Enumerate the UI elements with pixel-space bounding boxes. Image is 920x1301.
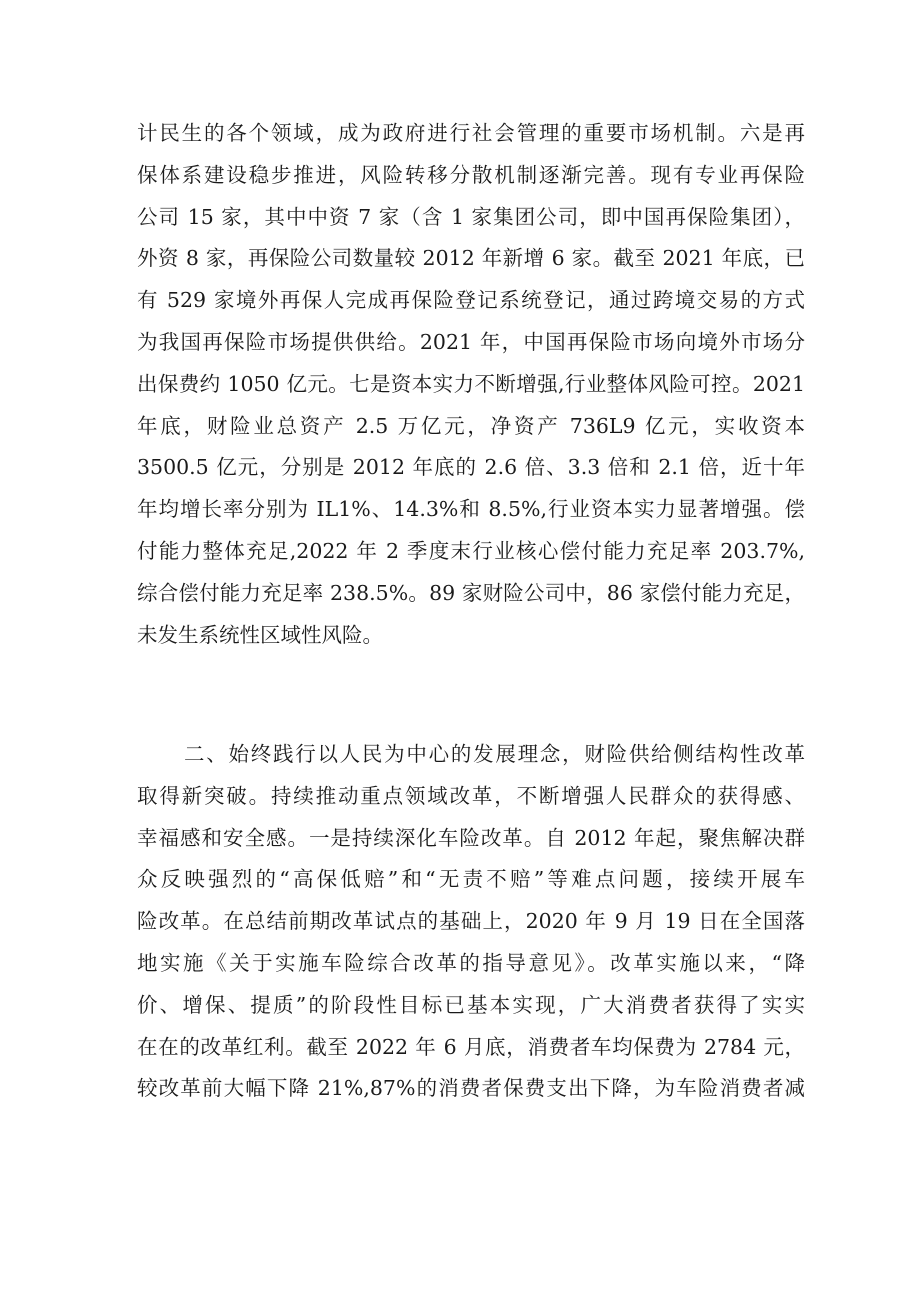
paragraph-1 <box>137 113 805 656</box>
text-line: 为我国再保险市场提供供给。2021 年，中国再保险市场向境外市场分 <box>137 329 805 354</box>
text-line: 年底，财险业总资产 2.5 万亿元，净资产 736L9 亿元，实收资本 <box>137 413 805 438</box>
text-line: 3500.5 亿元，分别是 2012 年底的 2.6 倍、3.3 倍和 2.1 倍，近十年 <box>137 455 805 480</box>
text-line: 综合偿付能力充足率 238.5%。89 家财险公司中，86 家偿付能力充足， <box>137 580 805 605</box>
text-line: 取得新突破。持续推动重点领域改革，不断增强人民群众的获得感、 <box>137 783 805 808</box>
text-line: 年均增长率分别为 IL1%、14.3%和 8.5%,行业资本实力显著增强。偿 <box>137 497 805 522</box>
text-line: 幸福感和安全感。一是持续深化车险改革。自 2012 年起，聚焦解决群 <box>137 825 805 850</box>
text-line: 计民生的各个领域，成为政府进行社会管理的重要市场机制。六是再 <box>137 121 805 145</box>
text-line: 付能力整体充足,2022 年 2 季度末行业核心偿付能力充足率 203.7%, <box>137 538 805 563</box>
text-line: 有 529 家境外再保人完成再保险登记系统登记，通过跨境交易的方式 <box>137 288 805 313</box>
text-line: 价、增保、提质”的阶段性目标已基本实现，广大消费者获得了实实 <box>137 992 805 1017</box>
text-line: 保体系建设稳步推进，风险转移分散机制逐渐完善。现有专业再保险 <box>137 162 805 187</box>
text-line: 出保费约 1050 亿元。七是资本实力不断增强,行业整体风险可控。2021 <box>137 371 805 396</box>
text-line: 地实施《关于实施车险综合改革的指导意见》。改革实施以来，“降 <box>137 950 805 975</box>
text-line: 众反映强烈的“高保低赔”和“无责不赔”等难点问题，接续开展车 <box>137 867 805 892</box>
text-line: 未发生系统性区域性风险。 <box>137 622 383 647</box>
text-line: 较改革前大幅下降 21%,87%的消费者保费支出下降，为车险消费者减 <box>137 1076 805 1101</box>
text-line: 险改革。在总结前期改革试点的基础上，2020 年 9 月 19 日在全国落 <box>137 909 805 934</box>
text-line: 外资 8 家，再保险公司数量较 2012 年新增 6 家。截至 2021 年底，已 <box>137 246 805 271</box>
text-line: 在在的改革红利。截至 2022 年 6 月底，消费者车均保费为 2784 元， <box>137 1034 805 1059</box>
paragraph-2 <box>137 734 805 1110</box>
text-line: 公司 15 家，其中中资 7 家（含 1 家集团公司，即中国再保险集团）， <box>137 204 805 229</box>
text-line: 二、始终践行以人民为中心的发展理念，财险供给侧结构性改革 <box>184 742 805 766</box>
